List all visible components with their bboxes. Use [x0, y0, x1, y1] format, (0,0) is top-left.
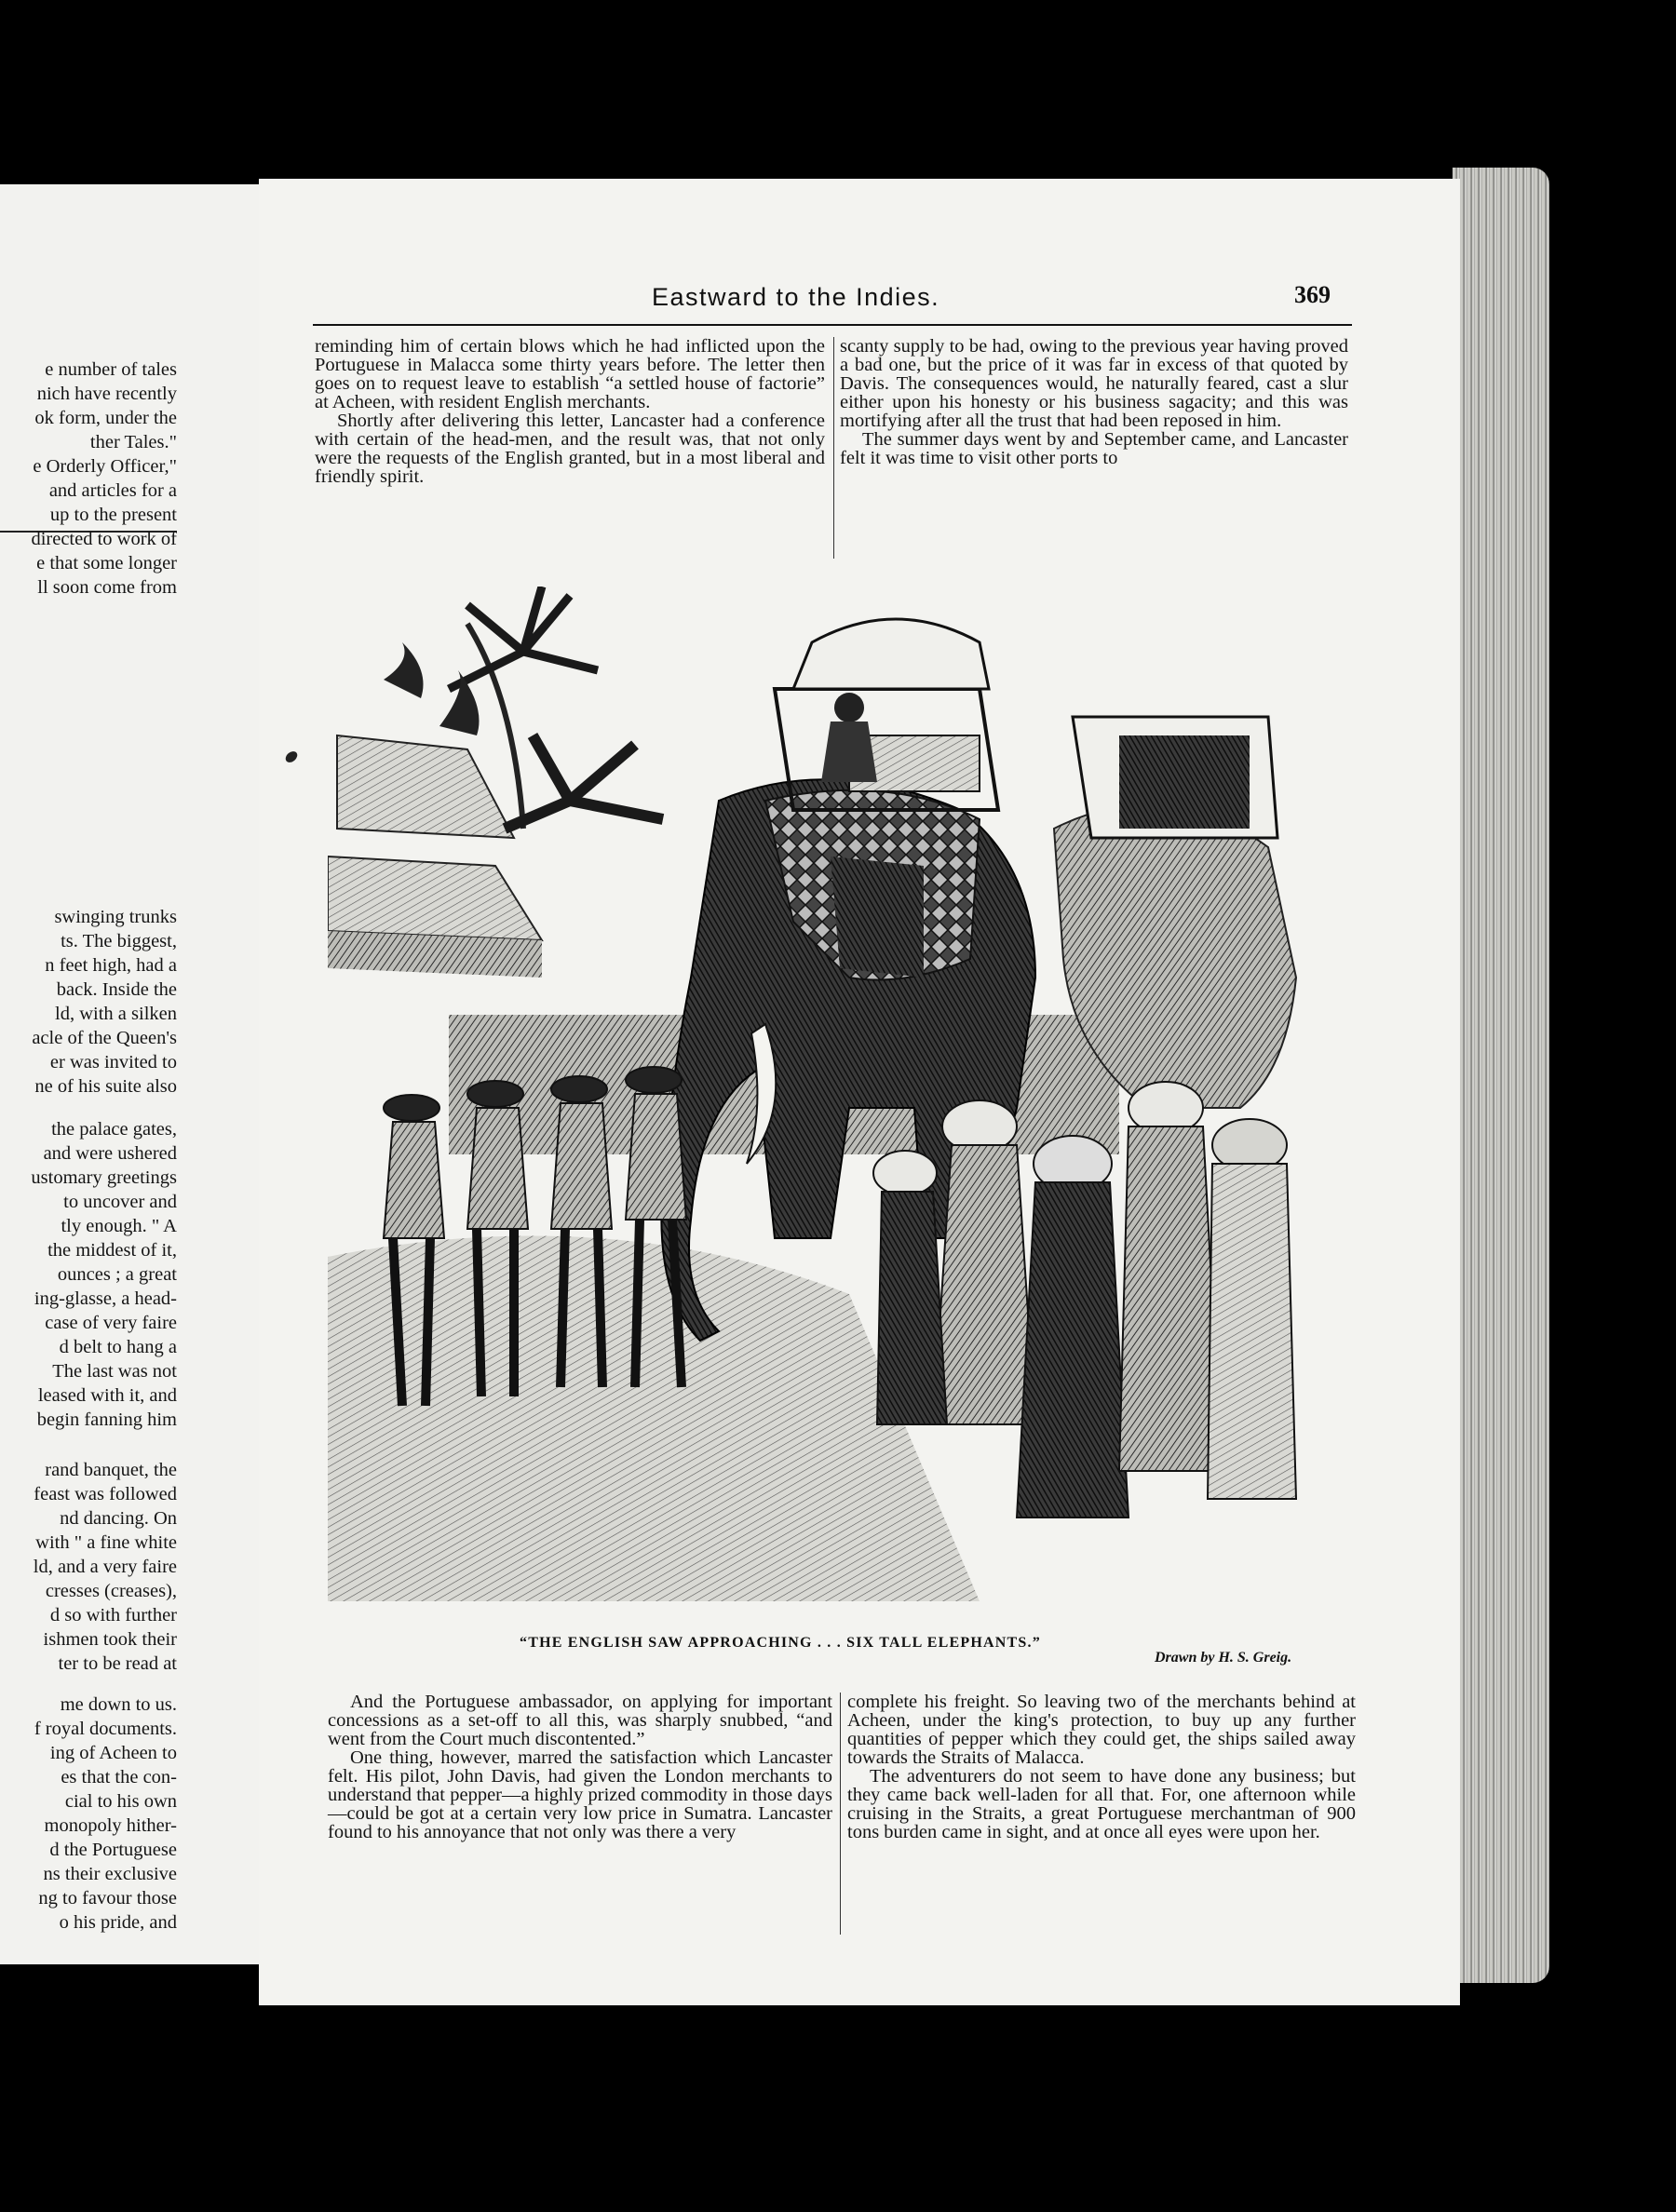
left-text-line: ng to favour those	[38, 1888, 177, 1909]
left-text-line: ther Tales."	[89, 432, 177, 452]
column-rule	[840, 1693, 841, 1935]
page-edges	[1453, 168, 1549, 1983]
left-text-line: feast was followed	[34, 1484, 177, 1504]
left-text-line: with " a fine white	[35, 1532, 177, 1553]
left-text-line: ll soon come from	[37, 577, 177, 598]
left-text-line: ns their exclusive	[43, 1864, 177, 1884]
paragraph: reminding him of certain blows which he had inflicted upon the Portuguese in Malacca some thirty years before. The letter then goes on to request leave to establish “a settled house of factorie” at Acheen, with resident English merchants.	[315, 336, 825, 412]
left-text-line: er was invited to	[49, 1052, 177, 1072]
paragraph: And the Portuguese ambassador, on applying for important concessions as a set-off to all this, was sharply snubbed, “and went from the Court much discontented.”	[328, 1692, 832, 1749]
left-text-line: ter to be read at	[58, 1653, 177, 1674]
column-rule	[833, 337, 834, 559]
left-text-line: e that some longer	[36, 553, 177, 573]
left-page	[0, 184, 262, 1964]
left-text-line: ishmen took their	[43, 1629, 177, 1650]
left-text-line: e number of tales	[45, 359, 177, 380]
left-text-line: rand banquet, the	[45, 1460, 177, 1480]
left-text-line: me down to us.	[60, 1694, 177, 1715]
paragraph: The summer days went by and September came, and Lancaster felt it was time to visit other ports to	[840, 429, 1348, 468]
engraving-illustration	[328, 587, 1343, 1601]
left-text-line: to uncover and	[63, 1192, 177, 1212]
paragraph: Shortly after delivering this letter, Lancaster had a conference with certain of the head-men, and the result was, that not only were the requests of the English granted, but in a most liberal and friendly spirit.	[315, 411, 825, 487]
left-text-line: ing-glasse, a head-	[34, 1288, 177, 1309]
left-text-line: directed to work of	[31, 529, 177, 549]
left-text-line: nd dancing. On	[60, 1508, 177, 1529]
left-text-line: n feet high, had a	[45, 955, 177, 976]
bottom-right-column	[847, 1693, 1356, 1841]
left-text-line: up to the present	[49, 505, 177, 525]
left-text-line: e Orderly Officer,"	[33, 456, 177, 477]
left-text-line: nich have recently	[36, 384, 177, 404]
header-rule	[313, 324, 1352, 326]
left-text-block-3	[0, 1117, 177, 1432]
left-text-line: swinging trunks	[54, 907, 177, 927]
left-text-block-5	[0, 1693, 177, 1935]
top-left-column	[315, 337, 825, 486]
top-right-column	[840, 337, 1348, 467]
left-text-line: cresses (creases),	[45, 1581, 177, 1601]
illustration-credit: Drawn by H. S. Greig.	[1155, 1650, 1292, 1666]
left-text-line: case of very faire	[45, 1313, 177, 1333]
left-text-line: tly enough. " A	[61, 1216, 177, 1236]
left-text-block-4	[0, 1458, 177, 1676]
left-text-line: the palace gates,	[51, 1119, 177, 1140]
paragraph: The adventurers do not seem to have done any business; but they came back well-laden for all that. For, one afternoon while cruising in the Straits, a great Portuguese merchantman of 900 tons burden came in sight, and at once all eyes were upon her.	[847, 1766, 1356, 1842]
left-text-line: monopoly hither-	[44, 1815, 177, 1836]
paragraph: One thing, however, marred the satisfaction which Lancaster felt. His pilot, John Davis, had given the London merchants to understand that pepper—a highly prized commodity in those days—could be got at a certain very low price in Sumatra. Lancaster found to his annoyance that not only was there a very	[328, 1747, 832, 1842]
left-text-line: ts. The biggest,	[61, 931, 177, 951]
bottom-left-column	[328, 1693, 832, 1841]
left-text-line: ld, and a very faire	[33, 1557, 177, 1577]
left-text-line: and were ushered	[43, 1143, 177, 1164]
left-text-line: The last was not	[52, 1361, 177, 1382]
page-number: 369	[1294, 281, 1331, 308]
left-text-line: leased with it, and	[37, 1385, 177, 1406]
left-text-line: ounces ; a great	[57, 1264, 177, 1285]
left-text-line: acle of the Queen's	[32, 1028, 177, 1048]
left-text-block-2	[0, 905, 177, 1099]
left-text-line: ing of Acheen to	[49, 1743, 177, 1763]
left-text-line: ustomary greetings	[31, 1167, 177, 1188]
paragraph: scanty supply to be had, owing to the previous year having proved a bad one, but the price of it was far in excess of that quoted by Davis. The consequences would, he naturally feared, cast a slur either upon his honesty or his business sagacity; and this was mortifying after all the trust that had been reposed in him.	[840, 336, 1348, 431]
left-text-line: d the Portuguese	[49, 1840, 177, 1860]
left-text-line: es that the con-	[61, 1767, 177, 1787]
left-text-line: f royal documents.	[34, 1719, 177, 1739]
left-text-block-1	[0, 357, 177, 600]
left-text-line: ok form, under the	[34, 408, 177, 428]
left-text-line: back. Inside the	[56, 979, 177, 1000]
left-text-line: and articles for a	[48, 480, 177, 501]
left-text-line: d belt to hang a	[59, 1337, 177, 1357]
illustration-caption: “THE ENGLISH SAW APPROACHING . . . SIX TALL ELEPHANTS.”	[520, 1635, 1041, 1651]
running-head: Eastward to the Indies.	[652, 283, 940, 311]
left-text-line: cial to his own	[64, 1791, 177, 1812]
left-text-line: d so with further	[49, 1605, 177, 1625]
left-text-line: o his pride, and	[59, 1912, 177, 1933]
left-text-line: ld, with a silken	[55, 1004, 177, 1024]
left-text-line: the middest of it,	[47, 1240, 177, 1261]
left-text-line: begin fanning him	[36, 1409, 177, 1430]
paragraph: complete his freight. So leaving two of the merchants behind at Acheen, under the king's protection, to buy up any further quantities of pepper which they could get, the ships sailed away towards the Straits of Malacca.	[847, 1692, 1356, 1768]
left-text-line: ne of his suite also	[34, 1076, 177, 1097]
